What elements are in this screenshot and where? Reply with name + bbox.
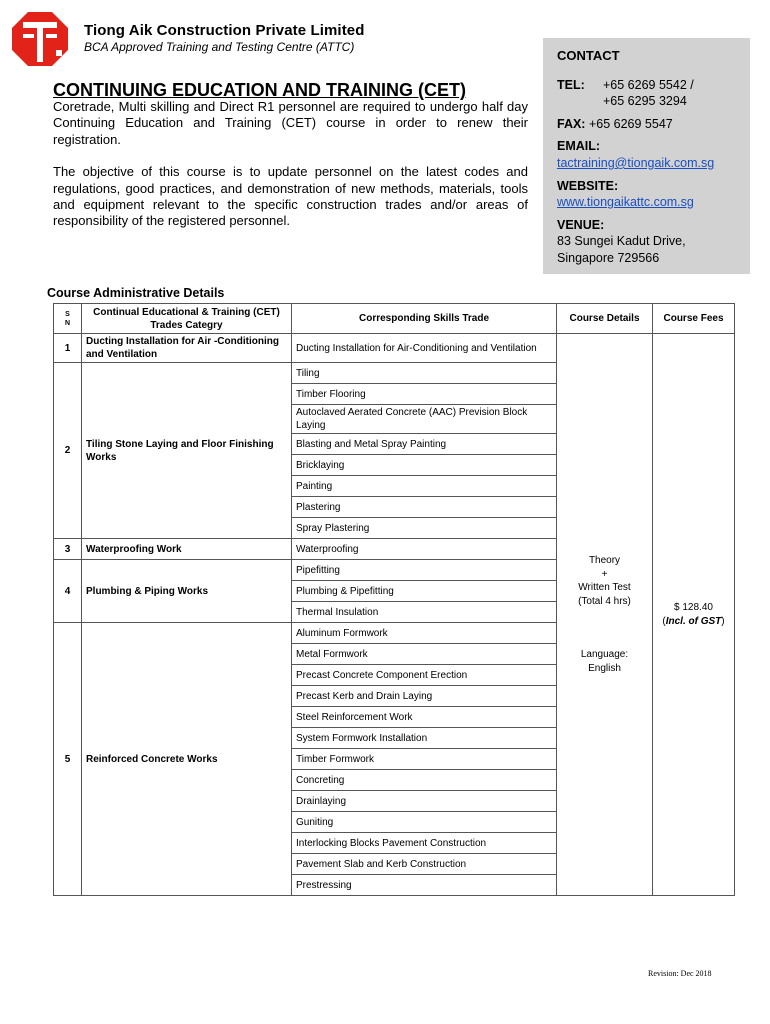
table-row — [54, 334, 735, 363]
venue-line-1: 83 Sungei Kadut Drive, — [557, 234, 686, 249]
website-link[interactable]: www.tiongaikattc.com.sg — [557, 195, 694, 210]
skills-trade: Timber Formwork — [292, 749, 557, 770]
sn-header-s: S — [65, 311, 70, 318]
details-line-1: Theory — [588, 555, 621, 566]
venue-label: VENUE: — [557, 217, 605, 232]
skills-trade: Drainlaying — [292, 791, 557, 812]
skills-trade: Prestressing — [292, 875, 557, 896]
intro-paragraph-2: The objective of this course is to update personnel on the latest codes and regulations, good practices, and demonstration of new methods, materials, tools and equipment relevant to the specific construction trades and/or areas of responsibility of the registered personnel. — [53, 164, 528, 229]
company-subtitle: BCA Approved Training and Testing Centre (ATTC) — [84, 40, 355, 54]
sn-header-n: N — [64, 320, 71, 327]
course-fees — [653, 334, 735, 896]
company-name: Tiong Aik Construction Private Limited — [84, 22, 365, 39]
row-number: 2 — [54, 363, 82, 539]
row-number: 4 — [54, 560, 82, 623]
trade-category: Ducting Installation for Air -Conditioning and Ventilation — [82, 334, 292, 363]
skills-trade: Timber Flooring — [292, 384, 557, 405]
sn-header — [54, 304, 82, 334]
trade-category: Tiling Stone Laying and Floor Finishing Works — [82, 363, 292, 539]
skills-trade: Steel Reinforcement Work — [292, 707, 557, 728]
skills-trade: Precast Concrete Component Erection — [292, 665, 557, 686]
skills-trade: Plastering — [292, 497, 557, 518]
website-label: WEBSITE: — [557, 178, 619, 193]
skills-trade: Tiling — [292, 363, 557, 384]
table-header-row — [54, 304, 735, 334]
skills-trade: Precast Kerb and Drain Laying — [292, 686, 557, 707]
skills-trade: Metal Formwork — [292, 644, 557, 665]
fee-amount: $ 128.40 — [674, 602, 713, 613]
fee-note-open: ( — [662, 615, 666, 627]
details-line-3: Written Test — [578, 582, 631, 593]
website-row — [557, 178, 736, 211]
language-value: English — [588, 662, 621, 674]
revision-note: Revision: Dec 2018 — [648, 969, 712, 978]
skills-trade: Thermal Insulation — [292, 602, 557, 623]
trade-header: Corresponding Skills Trade — [292, 304, 557, 334]
trade-category: Plumbing & Piping Works — [82, 560, 292, 623]
skills-trade: Plumbing & Pipefitting — [292, 581, 557, 602]
details-header: Course Details — [557, 304, 653, 334]
page-title: CONTINUING EDUCATION AND TRAINING (CET) — [53, 80, 466, 100]
tel-row — [557, 77, 736, 110]
email-label: EMAIL: — [557, 139, 601, 154]
skills-trade: Aluminum Formwork — [292, 623, 557, 644]
skills-trade: Interlocking Blocks Pavement Construction — [292, 833, 557, 854]
skills-trade: System Formwork Installation — [292, 728, 557, 749]
tel-number-2: +65 6295 3294 — [603, 94, 687, 109]
row-number: 1 — [54, 334, 82, 363]
category-header: Continual Educational & Training (CET) Trades Categry — [82, 304, 292, 334]
intro-text — [53, 99, 528, 246]
company-logo — [10, 10, 70, 68]
fax-label: FAX: — [557, 116, 586, 131]
skills-trade: Pipefitting — [292, 560, 557, 581]
section-title: Course Administrative Details — [47, 286, 225, 300]
details-line-2: + — [601, 568, 608, 580]
skills-trade: Ducting Installation for Air-Conditioning and Ventilation — [292, 334, 557, 363]
intro-paragraph-1: Coretrade, Multi skilling and Direct R1 personnel are required to undergo half day Continuing Education and Training (CET) course in order to renew their registration. — [53, 99, 528, 147]
skills-trade: Blasting and Metal Spray Painting — [292, 434, 557, 455]
contact-heading: CONTACT — [557, 48, 620, 63]
email-row — [557, 138, 736, 171]
skills-trade: Painting — [292, 476, 557, 497]
fee-note-close: ) — [721, 615, 725, 627]
tel-label: TEL: — [557, 77, 585, 92]
skills-trade: Spray Plastering — [292, 518, 557, 539]
fee-note-text: Incl. of GST — [665, 615, 722, 627]
fax-number: +65 6269 5547 — [588, 116, 673, 131]
trade-category: Waterproofing Work — [82, 539, 292, 560]
contact-box — [543, 38, 750, 274]
skills-trade: Guniting — [292, 812, 557, 833]
skills-trade: Bricklaying — [292, 455, 557, 476]
trade-category: Reinforced Concrete Works — [82, 623, 292, 896]
row-number: 5 — [54, 623, 82, 896]
fee-note — [653, 615, 734, 629]
details-line-4: (Total 4 hrs) — [578, 595, 631, 607]
fees-header: Course Fees — [653, 304, 735, 334]
tel-number-1: +65 6269 5542 / — [603, 77, 694, 92]
fax-row — [557, 116, 736, 133]
venue-row — [557, 217, 736, 267]
course-details — [557, 334, 653, 896]
course-table — [53, 303, 735, 896]
skills-trade: Waterproofing — [292, 539, 557, 560]
skills-trade: Autoclaved Aerated Concrete (AAC) Prevision Block Laying — [292, 405, 557, 434]
venue-line-2: Singapore 729566 — [557, 250, 660, 265]
email-link[interactable]: tactraining@tiongaik.com.sg — [557, 155, 715, 170]
skills-trade: Pavement Slab and Kerb Construction — [292, 854, 557, 875]
skills-trade: Concreting — [292, 770, 557, 791]
table-body — [54, 334, 735, 896]
row-number: 3 — [54, 539, 82, 560]
language-label: Language: — [580, 649, 629, 660]
